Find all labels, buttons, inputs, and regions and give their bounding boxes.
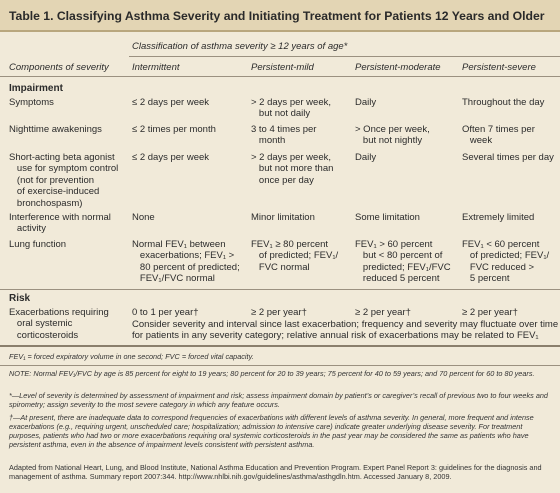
col-header-severe: Persistent-severe [462,62,536,73]
cell-component: Interference with normal activity [9,212,111,235]
footnote-note: NOTE: Normal FEV₁/FVC by age is 85 percent for eight to 19 years; 80 percent for 20 to 39 years; 75 percent for 40 to 59 years; and 70 percent for 60 to 80 years. [9,369,535,378]
cell-mild: > 2 days per week, but not more than once per day [251,152,334,186]
cell-component: Short-acting beta agonist use for symptom control (not for prevention of exercise-induced bronchospasm) [9,152,119,209]
cell-severe: Several times per day [462,152,554,163]
col-header-moderate: Persistent-moderate [355,62,441,73]
cell-component: Symptoms [9,97,54,108]
cell-component: Exacerbations requiring oral systemic corticosteroids [9,307,109,341]
cell-intermittent: Normal FEV₁ between exacerbations; FEV₁ > 80 percent of predicted; FEV₁/FVC normal [132,239,240,285]
cell-moderate: Daily [355,97,377,108]
source-citation: Adapted from National Heart, Lung, and Blood Institute, National Asthma Education and Prevention Program. Expert Panel Report 3: guidelines for the diagnosis and management of asthma. Summary report 2007:344. http://www.nhlbi.nih.gov/guidelines/asthma/asthgdln.htm. Accessed January 8, 2009. [9,463,542,482]
cell-mild: Minor limitation [251,212,315,223]
cell-component: Lung function [9,239,67,250]
col-header-intermittent: Intermittent [132,62,180,73]
divider [0,289,560,290]
cell-component: Nighttime awakenings [9,124,102,135]
footnote-abbreviations: FEV₁ = forced expiratory volume in one second; FVC = forced vital capacity. [9,352,254,361]
divider [129,56,560,57]
cell-intermittent: ≤ 2 days per week [132,152,210,163]
table-title: Table 1. Classifying Asthma Severity and Initiating Treatment for Patients 12 Years and Older [9,9,545,23]
cell-severe: ≥ 2 per year† [462,307,518,318]
cell-severe: FEV₁ < 60 percent of predicted; FEV₁/ FVC reduced > 5 percent [462,239,550,285]
cell-moderate: Some limitation [355,212,420,223]
footnote-dagger: †—At present, there are inadequate data to correspond frequencies of exacerbations with different levels of asthma severity. In general, more frequent and intense exacerbations (e.g., requiring urgent, unscheduled care; hospitalization; admission to intensive care) indicate greater underlying disease severity. For treatment purposes, patients who had two or more exacerbations requiring oral systemic corticosteroids in the past year may be considered the same as patients who have persistent asthma, even in the absence of impairment levels consistent with persistent asthma. [9,413,534,450]
cell-mild: 3 to 4 times per month [251,124,317,147]
cell-severe: Extremely limited [462,212,535,223]
table-title-bar [0,0,560,32]
col-header-mild: Persistent-mild [251,62,314,73]
divider [0,345,560,347]
cell-moderate: FEV₁ > 60 percent but < 80 percent of predicted; FEV₁/FVC reduced 5 percent [355,239,451,285]
cell-intermittent: ≤ 2 days per week [132,97,210,108]
cell-moderate: ≥ 2 per year† [355,307,411,318]
cell-mild: FEV₁ ≥ 80 percent of predicted; FEV₁/ FVC normal [251,239,339,273]
divider [0,365,560,366]
divider [0,76,560,77]
cell-mild: > 2 days per week, but not daily [251,97,332,120]
cell-intermittent: ≤ 2 times per month [132,124,216,135]
cell-intermittent: None [132,212,155,223]
section-risk: Risk [9,293,31,304]
col-header-components: Components of severity [9,62,109,73]
cell-moderate: > Once per week, but not nightly [355,124,430,147]
group-header: Classification of asthma severity ≥ 12 years of age* [132,41,348,52]
risk-note: Consider severity and interval since last exacerbation; frequency and severity may fluctuate over time for patients in any severity category; relative annual risk of exacerbations may be related to FEV₁ [132,319,559,342]
cell-severe: Throughout the day [462,97,545,108]
cell-moderate: Daily [355,152,377,163]
cell-intermittent: 0 to 1 per year† [132,307,199,318]
section-impairment: Impairment [9,83,63,94]
cell-mild: ≥ 2 per year† [251,307,307,318]
footnote-star: *—Level of severity is determined by assessment of impairment and risk; assess impairment domain by patient’s or caregiver’s recall of previous two to four weeks and spirometry; assign severity to the most severe category in which any feature occurs. [9,391,548,410]
cell-severe: Often 7 times per week [462,124,535,147]
